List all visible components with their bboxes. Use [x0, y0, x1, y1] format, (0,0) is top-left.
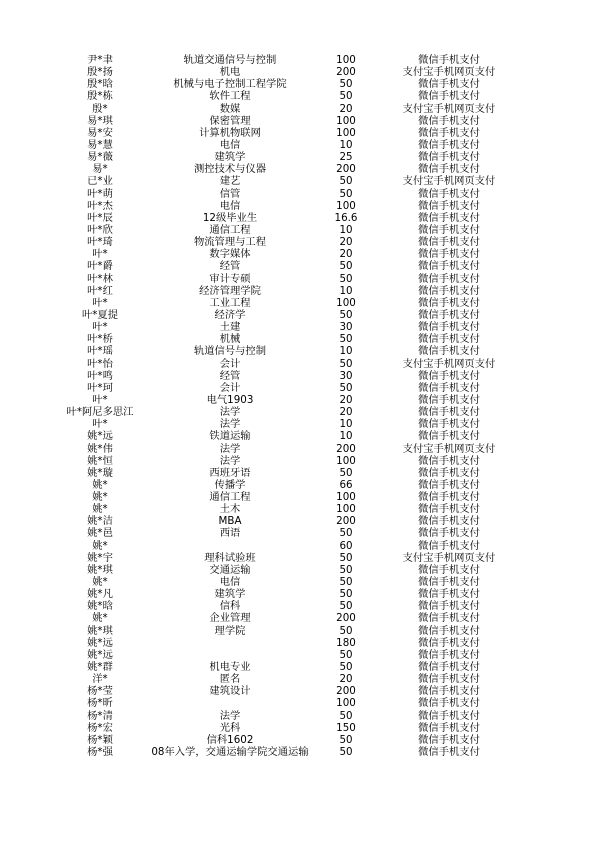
- donor-name-cell: 易*慧: [87, 138, 113, 151]
- amount-cell: 16.6: [334, 211, 358, 224]
- payment-method-cell: 微信手机支付: [418, 600, 480, 613]
- donor-name-cell: 叶*阿尼多思江: [66, 406, 134, 419]
- donor-name-cell: 叶*琦: [87, 236, 113, 249]
- table-row: [0, 333, 600, 345]
- donor-name-cell: 叶*瑶: [87, 345, 113, 358]
- amount-cell: 50: [339, 588, 353, 601]
- table-row: [0, 722, 600, 734]
- table-row: [0, 418, 600, 430]
- major-cell: 建筑学: [214, 151, 246, 164]
- table-row: [0, 285, 600, 297]
- payment-method-cell: 微信手机支付: [418, 636, 480, 649]
- table-row: [0, 600, 600, 612]
- payment-method-cell: 微信手机支付: [418, 430, 480, 443]
- table-row: [0, 394, 600, 406]
- donor-name-cell: 殷*: [92, 102, 108, 115]
- major-cell: 匿名: [219, 673, 241, 686]
- major-cell: 理科试验班: [204, 551, 256, 564]
- donor-name-cell: 叶*: [92, 248, 108, 261]
- payment-method-cell: 微信手机支付: [418, 114, 480, 127]
- payment-method-cell: 支付宝手机网页支付: [402, 551, 496, 564]
- major-cell: 信科: [219, 600, 241, 613]
- major-cell: 会计: [219, 357, 241, 370]
- table-row: [0, 612, 600, 624]
- major-cell: 保密管理: [209, 114, 251, 127]
- payment-method-cell: 微信手机支付: [418, 236, 480, 249]
- table-row: [0, 455, 600, 467]
- donor-name-cell: 叶*珂: [87, 381, 113, 394]
- amount-cell: 10: [339, 430, 353, 443]
- amount-cell: 20: [339, 393, 353, 406]
- payment-method-cell: 微信手机支付: [418, 491, 480, 504]
- table-row: [0, 236, 600, 248]
- amount-cell: 100: [336, 126, 356, 139]
- payment-method-cell: 微信手机支付: [418, 211, 480, 224]
- donor-name-cell: 杨*莹: [87, 685, 113, 698]
- payment-method-cell: 微信手机支付: [418, 454, 480, 467]
- amount-cell: 100: [336, 503, 356, 516]
- major-cell: MBA: [218, 515, 242, 528]
- amount-cell: 50: [339, 466, 353, 479]
- payment-method-cell: 微信手机支付: [418, 333, 480, 346]
- amount-cell: 50: [339, 308, 353, 321]
- amount-cell: 60: [339, 539, 353, 552]
- table-row: [0, 697, 600, 709]
- payment-method-cell: 微信手机支付: [418, 199, 480, 212]
- amount-cell: 50: [339, 576, 353, 589]
- donor-name-cell: 易*薇: [87, 151, 113, 164]
- payment-method-cell: 微信手机支付: [418, 369, 480, 382]
- payment-method-cell: 微信手机支付: [418, 260, 480, 273]
- table-row: [0, 382, 600, 394]
- major-cell: 通信工程: [209, 223, 251, 236]
- table-row: [0, 552, 600, 564]
- major-cell: 08年入学，交通运输学院交通运输: [151, 746, 309, 759]
- amount-cell: 50: [339, 272, 353, 285]
- donation-table: [0, 54, 600, 758]
- amount-cell: 10: [339, 138, 353, 151]
- amount-cell: 10: [339, 223, 353, 236]
- payment-method-cell: 微信手机支付: [418, 126, 480, 139]
- payment-method-cell: 微信手机支付: [418, 151, 480, 164]
- payment-method-cell: 微信手机支付: [418, 321, 480, 334]
- table-row: [0, 90, 600, 102]
- table-row: [0, 564, 600, 576]
- major-cell: 轨道交通信号与控制: [183, 54, 277, 66]
- donor-name-cell: 姚*: [92, 576, 108, 589]
- payment-method-cell: 微信手机支付: [418, 478, 480, 491]
- donor-name-cell: 叶*: [92, 418, 108, 431]
- major-cell: 西班牙语: [209, 466, 251, 479]
- table-row: [0, 200, 600, 212]
- amount-cell: 100: [336, 54, 356, 66]
- major-cell: 建筑设计: [209, 685, 251, 698]
- major-cell: 机电: [219, 66, 241, 79]
- major-cell: 法学: [219, 442, 241, 455]
- major-cell: 传播学: [214, 478, 246, 491]
- payment-method-cell: 微信手机支付: [418, 296, 480, 309]
- payment-method-cell: 微信手机支付: [418, 539, 480, 552]
- major-cell: 机电专业: [209, 661, 251, 674]
- payment-method-cell: 微信手机支付: [418, 406, 480, 419]
- table-row: [0, 491, 600, 503]
- table-row: [0, 540, 600, 552]
- major-cell: 12级毕业生: [202, 211, 258, 224]
- major-cell: 电信: [219, 138, 241, 151]
- payment-method-cell: 微信手机支付: [418, 527, 480, 540]
- table-row: [0, 54, 600, 66]
- donor-name-cell: 姚*琪: [87, 624, 113, 637]
- major-cell: 经管: [219, 260, 241, 273]
- amount-cell: 50: [339, 381, 353, 394]
- payment-method-cell: 微信手机支付: [418, 187, 480, 200]
- major-cell: 通信工程: [209, 491, 251, 504]
- donor-name-cell: 姚*璇: [87, 466, 113, 479]
- donor-name-cell: 姚*远: [87, 636, 113, 649]
- table-row: [0, 115, 600, 127]
- donor-name-cell: 姚*宇: [87, 551, 113, 564]
- donor-name-cell: 姚*: [92, 478, 108, 491]
- amount-cell: 100: [336, 697, 356, 710]
- donor-name-cell: 姚*: [92, 491, 108, 504]
- amount-cell: 10: [339, 284, 353, 297]
- donor-name-cell: 姚*邑: [87, 527, 113, 540]
- donor-name-cell: 杨*清: [87, 709, 113, 722]
- payment-method-cell: 支付宝手机网页支付: [402, 175, 496, 188]
- amount-cell: 50: [339, 563, 353, 576]
- major-cell: 电信: [219, 199, 241, 212]
- amount-cell: 50: [339, 746, 353, 759]
- payment-method-cell: 微信手机支付: [418, 685, 480, 698]
- major-cell: 数字媒体: [209, 248, 251, 261]
- major-cell: 信管: [219, 187, 241, 200]
- amount-cell: 66: [339, 478, 353, 491]
- payment-method-cell: 微信手机支付: [418, 272, 480, 285]
- amount-cell: 20: [339, 673, 353, 686]
- donor-name-cell: 姚*: [92, 612, 108, 625]
- payment-method-cell: 微信手机支付: [418, 648, 480, 661]
- payment-method-cell: 微信手机支付: [418, 721, 480, 734]
- table-row: [0, 430, 600, 442]
- payment-method-cell: 微信手机支付: [418, 466, 480, 479]
- payment-method-cell: 微信手机支付: [418, 138, 480, 151]
- donor-name-cell: 叶*: [92, 296, 108, 309]
- major-cell: 机械与电子控制工程学院: [173, 78, 287, 91]
- major-cell: 测控技术与仪器: [193, 163, 267, 176]
- donor-name-cell: 易*琪: [87, 114, 113, 127]
- payment-method-cell: 微信手机支付: [418, 624, 480, 637]
- donor-name-cell: 姚*凡: [87, 588, 113, 601]
- amount-cell: 50: [339, 733, 353, 746]
- major-cell: 电气1903: [206, 393, 254, 406]
- table-row: [0, 297, 600, 309]
- major-cell: 光科: [219, 721, 241, 734]
- table-row: [0, 710, 600, 722]
- amount-cell: 50: [339, 333, 353, 346]
- donor-name-cell: 叶*桥: [87, 333, 113, 346]
- amount-cell: 100: [336, 296, 356, 309]
- table-row: [0, 163, 600, 175]
- payment-method-cell: 微信手机支付: [418, 709, 480, 722]
- donor-name-cell: 殷*扬: [87, 66, 113, 79]
- amount-cell: 200: [336, 612, 356, 625]
- table-row: [0, 248, 600, 260]
- major-cell: 经管: [219, 369, 241, 382]
- major-cell: 交通运输: [209, 563, 251, 576]
- amount-cell: 10: [339, 345, 353, 358]
- amount-cell: 25: [339, 151, 353, 164]
- donor-name-cell: 叶*欣: [87, 223, 113, 236]
- donor-name-cell: 姚*琪: [87, 563, 113, 576]
- donor-name-cell: 易*安: [87, 126, 113, 139]
- payment-method-cell: 微信手机支付: [418, 503, 480, 516]
- donor-name-cell: 叶*夏提: [81, 308, 119, 321]
- amount-cell: 200: [336, 515, 356, 528]
- major-cell: 土木: [219, 503, 241, 516]
- amount-cell: 50: [339, 357, 353, 370]
- major-cell: 工业工程: [209, 296, 251, 309]
- payment-method-cell: 微信手机支付: [418, 54, 480, 66]
- payment-method-cell: 微信手机支付: [418, 393, 480, 406]
- table-row: [0, 370, 600, 382]
- amount-cell: 100: [336, 491, 356, 504]
- table-row: [0, 66, 600, 78]
- donor-name-cell: 杨*宏: [87, 721, 113, 734]
- table-row: [0, 661, 600, 673]
- amount-cell: 50: [339, 551, 353, 564]
- amount-cell: 20: [339, 248, 353, 261]
- amount-cell: 100: [336, 199, 356, 212]
- table-row: [0, 224, 600, 236]
- payment-method-cell: 微信手机支付: [418, 284, 480, 297]
- donor-name-cell: 叶*萌: [87, 187, 113, 200]
- amount-cell: 100: [336, 114, 356, 127]
- table-row: [0, 673, 600, 685]
- major-cell: 土建: [219, 321, 241, 334]
- donor-name-cell: 叶*红: [87, 284, 113, 297]
- payment-method-cell: 微信手机支付: [418, 673, 480, 686]
- donor-name-cell: 尹*聿: [87, 54, 113, 66]
- major-cell: 西语: [219, 527, 241, 540]
- payment-method-cell: 微信手机支付: [418, 248, 480, 261]
- payment-method-cell: 微信手机支付: [418, 733, 480, 746]
- table-row: [0, 649, 600, 661]
- table-row: [0, 188, 600, 200]
- major-cell: 会计: [219, 381, 241, 394]
- major-cell: 企业管理: [209, 612, 251, 625]
- donor-name-cell: 叶*: [92, 321, 108, 334]
- payment-method-cell: 微信手机支付: [418, 661, 480, 674]
- major-cell: 电信: [219, 576, 241, 589]
- donor-name-cell: 姚*: [92, 503, 108, 516]
- payment-method-cell: 微信手机支付: [418, 163, 480, 176]
- payment-method-cell: 微信手机支付: [418, 308, 480, 321]
- table-row: [0, 503, 600, 515]
- payment-method-cell: 微信手机支付: [418, 223, 480, 236]
- major-cell: 法学: [219, 454, 241, 467]
- major-cell: 计算机物联网: [199, 126, 261, 139]
- table-row: [0, 479, 600, 491]
- payment-method-cell: 支付宝手机网页支付: [402, 66, 496, 79]
- payment-method-cell: 微信手机支付: [418, 746, 480, 759]
- payment-method-cell: 微信手机支付: [418, 345, 480, 358]
- table-row: [0, 260, 600, 272]
- amount-cell: 50: [339, 90, 353, 103]
- table-row: [0, 321, 600, 333]
- donor-name-cell: 姚*远: [87, 430, 113, 443]
- table-row: [0, 625, 600, 637]
- payment-method-cell: 支付宝手机网页支付: [402, 357, 496, 370]
- donor-name-cell: 叶*爵: [87, 260, 113, 273]
- donor-name-cell: 杨*颖: [87, 733, 113, 746]
- amount-cell: 50: [339, 78, 353, 91]
- payment-method-cell: 微信手机支付: [418, 381, 480, 394]
- donor-name-cell: 姚*伟: [87, 442, 113, 455]
- amount-cell: 50: [339, 187, 353, 200]
- payment-method-cell: 微信手机支付: [418, 563, 480, 576]
- table-row: [0, 746, 600, 758]
- donor-name-cell: 叶*鸣: [87, 369, 113, 382]
- amount-cell: 200: [336, 442, 356, 455]
- payment-method-cell: 微信手机支付: [418, 576, 480, 589]
- table-row: [0, 685, 600, 697]
- table-row: [0, 175, 600, 187]
- amount-cell: 180: [336, 636, 356, 649]
- amount-cell: 200: [336, 163, 356, 176]
- table-row: [0, 527, 600, 539]
- amount-cell: 50: [339, 624, 353, 637]
- donor-name-cell: 姚*: [92, 539, 108, 552]
- donor-name-cell: 洋*: [92, 673, 108, 686]
- payment-method-cell: 微信手机支付: [418, 612, 480, 625]
- major-cell: 法学: [219, 406, 241, 419]
- payment-method-cell: 微信手机支付: [418, 588, 480, 601]
- donor-name-cell: 姚*恒: [87, 454, 113, 467]
- amount-cell: 50: [339, 648, 353, 661]
- table-row: [0, 78, 600, 90]
- amount-cell: 50: [339, 527, 353, 540]
- amount-cell: 10: [339, 418, 353, 431]
- donor-name-cell: 姚*远: [87, 648, 113, 661]
- payment-method-cell: 微信手机支付: [418, 515, 480, 528]
- table-row: [0, 345, 600, 357]
- amount-cell: 50: [339, 709, 353, 722]
- major-cell: 经济管理学院: [199, 284, 261, 297]
- table-row: [0, 103, 600, 115]
- major-cell: 经济学: [214, 308, 246, 321]
- amount-cell: 100: [336, 454, 356, 467]
- amount-cell: 50: [339, 260, 353, 273]
- payment-method-cell: 微信手机支付: [418, 90, 480, 103]
- payment-method-cell: 支付宝手机网页支付: [402, 102, 496, 115]
- major-cell: 铁道运输: [209, 430, 251, 443]
- major-cell: 法学: [219, 418, 241, 431]
- major-cell: 建筑学: [214, 588, 246, 601]
- amount-cell: 50: [339, 661, 353, 674]
- amount-cell: 200: [336, 66, 356, 79]
- donor-name-cell: 杨*昕: [87, 697, 113, 710]
- table-row: [0, 637, 600, 649]
- table-row: [0, 139, 600, 151]
- table-row: [0, 151, 600, 163]
- major-cell: 轨道信号与控制: [193, 345, 267, 358]
- donor-name-cell: 姚*洁: [87, 515, 113, 528]
- donor-name-cell: 叶*林: [87, 272, 113, 285]
- donor-name-cell: 已*业: [87, 175, 113, 188]
- table-row: [0, 576, 600, 588]
- major-cell: 机械: [219, 333, 241, 346]
- donor-name-cell: 叶*: [92, 393, 108, 406]
- major-cell: 信科1602: [206, 733, 254, 746]
- major-cell: 软件工程: [209, 90, 251, 103]
- payment-method-cell: 支付宝手机网页支付: [402, 442, 496, 455]
- amount-cell: 20: [339, 236, 353, 249]
- major-cell: 法学: [219, 709, 241, 722]
- amount-cell: 150: [336, 721, 356, 734]
- amount-cell: 20: [339, 102, 353, 115]
- table-row: [0, 212, 600, 224]
- donor-name-cell: 殷*晗: [87, 78, 113, 91]
- table-row: [0, 406, 600, 418]
- table-row: [0, 273, 600, 285]
- major-cell: 数媒: [219, 102, 241, 115]
- amount-cell: 30: [339, 321, 353, 334]
- payment-method-cell: 微信手机支付: [418, 697, 480, 710]
- donor-name-cell: 姚*晗: [87, 600, 113, 613]
- major-cell: 建艺: [219, 175, 241, 188]
- table-row: [0, 358, 600, 370]
- table-row: [0, 127, 600, 139]
- payment-method-cell: 微信手机支付: [418, 78, 480, 91]
- major-cell: 理学院: [214, 624, 246, 637]
- table-row: [0, 734, 600, 746]
- table-row: [0, 309, 600, 321]
- amount-cell: 30: [339, 369, 353, 382]
- donor-name-cell: 殷*栋: [87, 90, 113, 103]
- donor-name-cell: 易*: [92, 163, 108, 176]
- amount-cell: 50: [339, 600, 353, 613]
- table-row: [0, 588, 600, 600]
- payment-method-cell: 微信手机支付: [418, 418, 480, 431]
- table-row: [0, 467, 600, 479]
- donor-name-cell: 姚*群: [87, 661, 113, 674]
- major-cell: 物流管理与工程: [193, 236, 267, 249]
- amount-cell: 20: [339, 406, 353, 419]
- amount-cell: 50: [339, 175, 353, 188]
- table-row: [0, 515, 600, 527]
- major-cell: 审计专硕: [209, 272, 251, 285]
- donor-name-cell: 杨*强: [87, 746, 113, 759]
- donor-name-cell: 叶*杰: [87, 199, 113, 212]
- donor-name-cell: 叶*辰: [87, 211, 113, 224]
- table-row: [0, 443, 600, 455]
- amount-cell: 200: [336, 685, 356, 698]
- donor-name-cell: 叶*怡: [87, 357, 113, 370]
